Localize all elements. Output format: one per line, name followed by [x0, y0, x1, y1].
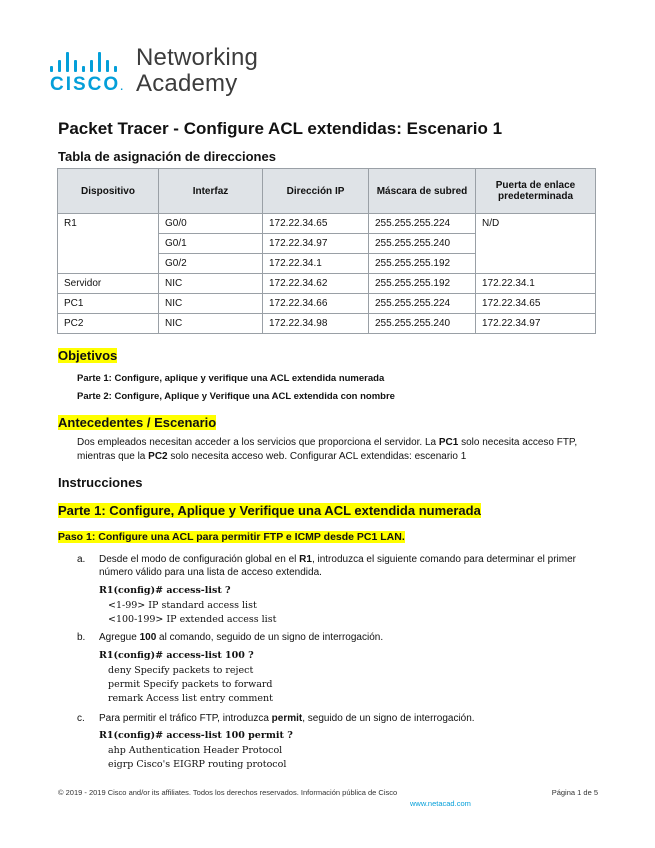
col-header-gateway: Puerta de enlace predeterminada	[476, 169, 596, 214]
objetivos-heading: Objetivos	[58, 348, 118, 363]
table-row: G0/2 172.22.34.1 255.255.255.192	[58, 254, 596, 274]
instrucciones-heading: Instrucciones	[58, 475, 143, 490]
col-header-device: Dispositivo	[58, 169, 159, 214]
cisco-wordmark: CISCO.	[50, 74, 125, 95]
col-header-mask: Máscara de subred	[369, 169, 476, 214]
output-line: ahp Authentication Header Protocol	[108, 745, 283, 756]
parte1-heading: Parte 1: Configure, Aplique y Verifique una ACL extendida numerada	[58, 503, 481, 518]
output-line: <1-99> IP standard access list	[108, 600, 257, 611]
cmd-access-list: R1(config)# access-list ?	[99, 585, 231, 596]
cisco-bars-icon	[50, 50, 120, 72]
output-line: <100-199> IP extended access list	[108, 614, 277, 625]
antecedentes-heading: Antecedentes / Escenario	[58, 415, 217, 430]
logo-academy: Academy	[136, 70, 238, 97]
document-title: Packet Tracer - Configure ACL extendidas: Escenario 1	[58, 119, 503, 138]
table-row: PC1 NIC 172.22.34.66 255.255.255.224 172.22.34.65	[58, 294, 596, 314]
table-row: PC2 NIC 172.22.34.98 255.255.255.240 172.22.34.97	[58, 314, 596, 334]
paso1-heading: Paso 1: Configure una ACL para permitir FTP e ICMP desde PC1 LAN.	[58, 531, 405, 543]
step-c: c. Para permitir el tráfico FTP, introduzca permit, seguido de un signo de interrogación.	[77, 713, 475, 724]
output-line: remark Access list entry comment	[108, 693, 273, 704]
footer-copyright: © 2019 - 2019 Cisco and/or its affiliates. Todos los derechos reservados. Información pública de Cisco	[58, 788, 398, 797]
table-row: Servidor NIC 172.22.34.62 255.255.255.192 172.22.34.1	[58, 274, 596, 294]
col-header-ip: Dirección IP	[263, 169, 369, 214]
output-line: eigrp Cisco's EIGRP routing protocol	[108, 759, 287, 770]
footer-page-number: Página 1 de 5	[551, 788, 598, 797]
table-row: G0/1 172.22.34.97 255.255.255.240	[58, 234, 596, 254]
table-row: R1 G0/0 172.22.34.65 255.255.255.224 N/D	[58, 214, 596, 234]
step-a: a. Desde el modo de configuración global en el R1, introduzca el siguiente comando para determinar el primer número válido para una lista de acceso extendida.	[77, 554, 576, 578]
output-line: permit Specify packets to forward	[108, 679, 273, 690]
cisco-networking-academy-logo	[50, 44, 290, 100]
addressing-table	[57, 168, 596, 334]
cmd-access-list-100-permit: R1(config)# access-list 100 permit ?	[99, 730, 293, 741]
step-b: b. Agregue 100 al comando, seguido de un signo de interrogación.	[77, 632, 384, 643]
objetivo-part2: Parte 2: Configure, Aplique y Verifique una ACL extendida con nombre	[77, 391, 395, 402]
col-header-interface: Interfaz	[159, 169, 263, 214]
output-line: deny Specify packets to reject	[108, 665, 254, 676]
logo-networking: Networking	[136, 44, 259, 71]
cmd-access-list-100: R1(config)# access-list 100 ?	[99, 650, 254, 661]
antecedentes-paragraph: Dos empleados necesitan acceder a los servicios que proporciona el servidor. La PC1 solo necesita acceso FTP, mientras que la PC2 solo necesita acceso web. Configurar ACL extendidas: escenario 1	[77, 437, 578, 462]
footer-url-link[interactable]: www.netacad.com	[410, 799, 471, 808]
objetivo-part1: Parte 1: Configure, aplique y verifique una ACL extendida numerada	[77, 373, 385, 384]
table-heading: Tabla de asignación de direcciones	[58, 149, 276, 164]
